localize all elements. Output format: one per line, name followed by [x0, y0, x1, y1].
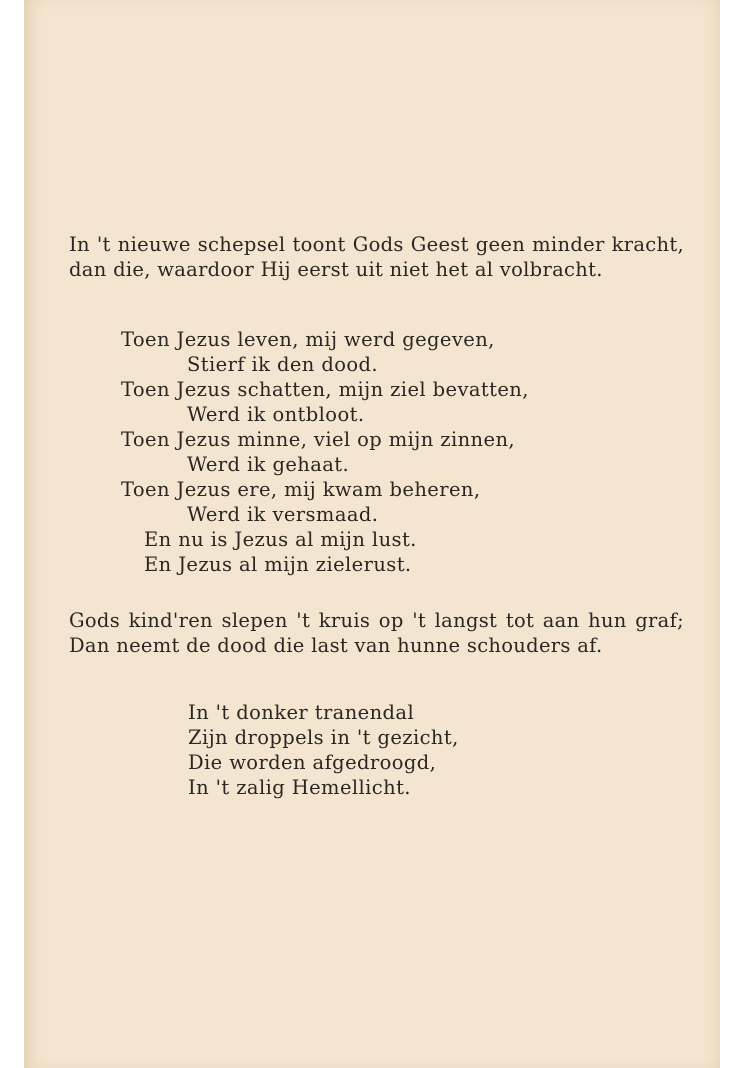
book-page [24, 0, 720, 1068]
poem-line: Stierf ik den dood. [187, 353, 378, 376]
paragraph-gods-kinderen: Gods kind'ren slepen 't kruis op 't langst tot aan hun graf; Dan neemt de dood die last van hunne schouders af. [69, 609, 684, 657]
poem-line: En nu is Jezus al mijn lust. [144, 528, 417, 551]
poem-line: Toen Jezus schatten, mijn ziel bevatten, [121, 378, 529, 401]
paragraph-intro: In 't nieuwe schepsel toont Gods Geest geen minder kracht, dan die, waardoor Hij eerst uit niet het al volbracht. [69, 233, 684, 281]
poem-line: Die worden afgedroogd, [188, 751, 437, 774]
poem-line: Toen Jezus ere, mij kwam beheren, [121, 478, 481, 501]
poem-line: Werd ik gehaat. [187, 453, 350, 476]
poem-line: En Jezus al mijn zielerust. [144, 553, 412, 576]
poem-line: Werd ik ontbloot. [187, 403, 365, 426]
poem-tranendal [188, 700, 459, 800]
poem-line: Toen Jezus leven, mij werd gegeven, [121, 328, 495, 351]
poem-line: Toen Jezus minne, viel op mijn zinnen, [121, 428, 516, 451]
poem-line: Werd ik versmaad. [187, 503, 379, 526]
poem-line: In 't donker tranendal [188, 701, 415, 724]
poem-line: Zijn droppels in 't gezicht, [188, 726, 459, 749]
poem-line: In 't zalig Hemellicht. [188, 776, 411, 799]
